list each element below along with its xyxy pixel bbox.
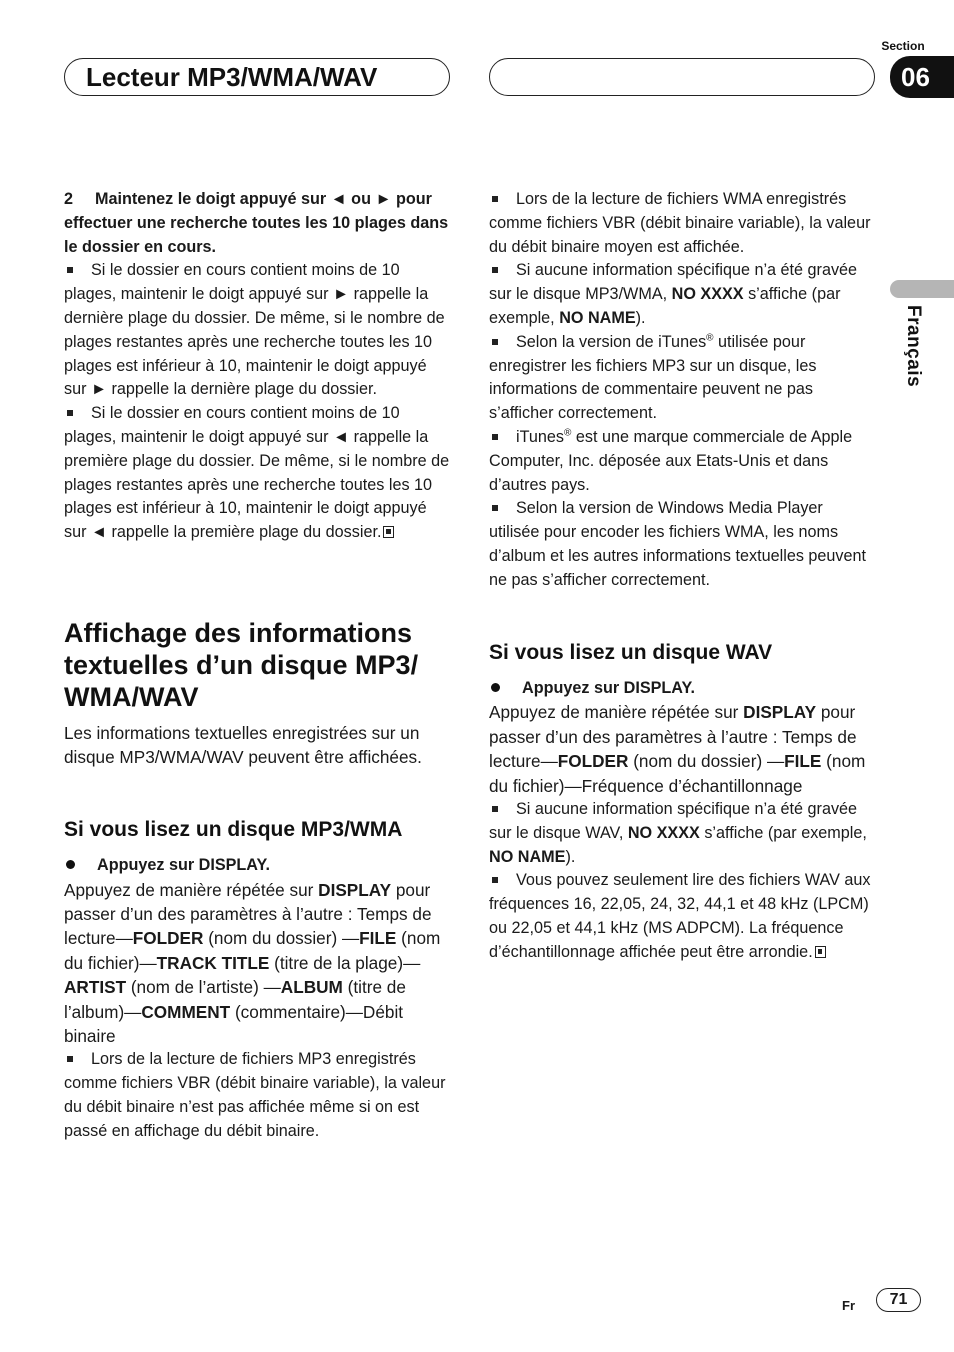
bullet-itunes-trademark: iTunes® est une marque commerciale de Apple Computer, Inc. déposée aux Etats-Unis et dans d’autres pays. (489, 427, 853, 494)
bullet-windows-media-player: Selon la version de Windows Media Player utilisée pour encoder les fichiers WMA, les noms d’album et les autres informations textuelles peuvent ne pas s’afficher correctement. (489, 499, 867, 589)
bullet-wma-vbr: Lors de la lecture de fichiers WMA enregistrés comme fichiers VBR (débit binaire variable), la valeur du débit binaire moyen est affichée. (489, 190, 871, 256)
bullet-prev-track: Si le dossier en cours contient moins de 10 plages, maintenir le doigt appuyé sur ◄ rappelle la première plage du dossier. De même, si le nombre de plages restantes après une recherche toutes les 10 plages est inférieur à 10, maintenir le doigt appuyé sur ◄ rappelle la première plage du dossier. (64, 404, 450, 542)
side-language-label: Français (903, 305, 924, 388)
page-number: 71 (876, 1288, 921, 1312)
square-bullet-icon (492, 196, 498, 202)
right-column (489, 188, 877, 965)
bullet-wav-frequencies: Vous pouvez seulement lire des fichiers WAV aux fréquences 16, 22,05, 24, 32, 44,1 et 48 kHz (LPCM) ou 22,05 et 44,1 kHz (MS ADPCM). La fréquence d’échantillonnage affichée peut être arrondie. (489, 871, 871, 961)
round-bullet-icon (491, 683, 500, 692)
end-mark-icon (815, 946, 826, 958)
bullet-mp3-vbr: Lors de la lecture de fichiers MP3 enregistrés comme fichiers VBR (débit binaire variable), la valeur du débit binaire n’est pas affichée même si on est passé en affichage du débit binaire. (64, 1050, 446, 1140)
wav-subheading: Si vous lisez un disque WAV (489, 640, 773, 664)
bullet-itunes-version: Selon la version de iTunes® utilisée pour enregistrer les fichiers MP3 sur un disque, les informations de commentaire peuvent ne pas s’afficher correctement. (489, 332, 817, 423)
bullet-no-info: Si aucune information spécifique n’a été gravée sur le disque MP3/WMA, NO XXXX s’affiche (par exemple, NO NAME). (489, 261, 858, 327)
step-number: 2 (64, 190, 74, 208)
section-number-badge: 06 (890, 56, 954, 98)
footer-language: Fr (842, 1298, 855, 1313)
section-label: Section (881, 39, 925, 53)
bullet-wav-no-info: Si aucune information spécifique n’a été gravée sur le disque WAV, NO XXXX s’affiche (par exemple, NO NAME). (489, 799, 867, 866)
square-bullet-icon (492, 877, 498, 883)
mp3-subheading: Si vous lisez un disque MP3/WMA (64, 817, 403, 841)
side-language-tab (890, 280, 954, 298)
wav-action: Appuyez sur DISPLAY. (489, 677, 877, 701)
square-bullet-icon (492, 505, 498, 511)
square-bullet-icon (67, 1056, 73, 1062)
square-bullet-icon (67, 267, 73, 273)
square-bullet-icon (492, 434, 498, 440)
header-blank-frame (489, 58, 875, 96)
step-2 (64, 188, 452, 259)
mp3-action: Appuyez sur DISPLAY. (64, 854, 452, 878)
bullet-next-track: Si le dossier en cours contient moins de 10 plages, maintenir le doigt appuyé sur ► rappelle la dernière plage du dossier. De même, si le nombre de plages restantes après une recherche toutes les 10 plages est inférieur à 10, maintenir le doigt appuyé sur ► rappelle la dernière plage du dossier. (64, 261, 445, 399)
end-mark-icon (383, 526, 394, 538)
step-text: Maintenez le doigt appuyé sur ◄ ou ► pour effectuer une recherche toutes les 10 plages dans le dossier en cours. (64, 190, 449, 256)
square-bullet-icon (492, 806, 498, 812)
wav-description: Appuyez de manière répétée sur DISPLAY pour passer d’un des paramètres à l’autre : Temps de lecture—FOLDER (nom du dossier) —FILE (nom du fichier)—Fréquence d’échantillonnage (489, 702, 866, 796)
round-bullet-icon (66, 860, 75, 869)
mp3-description: Appuyez de manière répétée sur DISPLAY pour passer d’un des paramètres à l’autre : Temps de lecture—FOLDER (nom du dossier) —FILE (nom du fichier)—TRACK TITLE (titre de la plage)—ARTIST (nom de l’artiste) —ALBUM (titre de l’album)—COMMENT (commentaire)—Débit binaire (64, 879, 441, 1046)
square-bullet-icon (492, 339, 498, 345)
section-heading: Affichage des informations textuelles d’un disque MP3/ WMA/WAV (64, 617, 419, 712)
page-title: Lecteur MP3/WMA/WAV (86, 62, 378, 92)
square-bullet-icon (492, 267, 498, 273)
square-bullet-icon (67, 410, 73, 416)
section-lead: Les informations textuelles enregistrées sur un disque MP3/WMA/WAV peuvent être affichées. (64, 722, 422, 768)
left-column (64, 188, 452, 1144)
